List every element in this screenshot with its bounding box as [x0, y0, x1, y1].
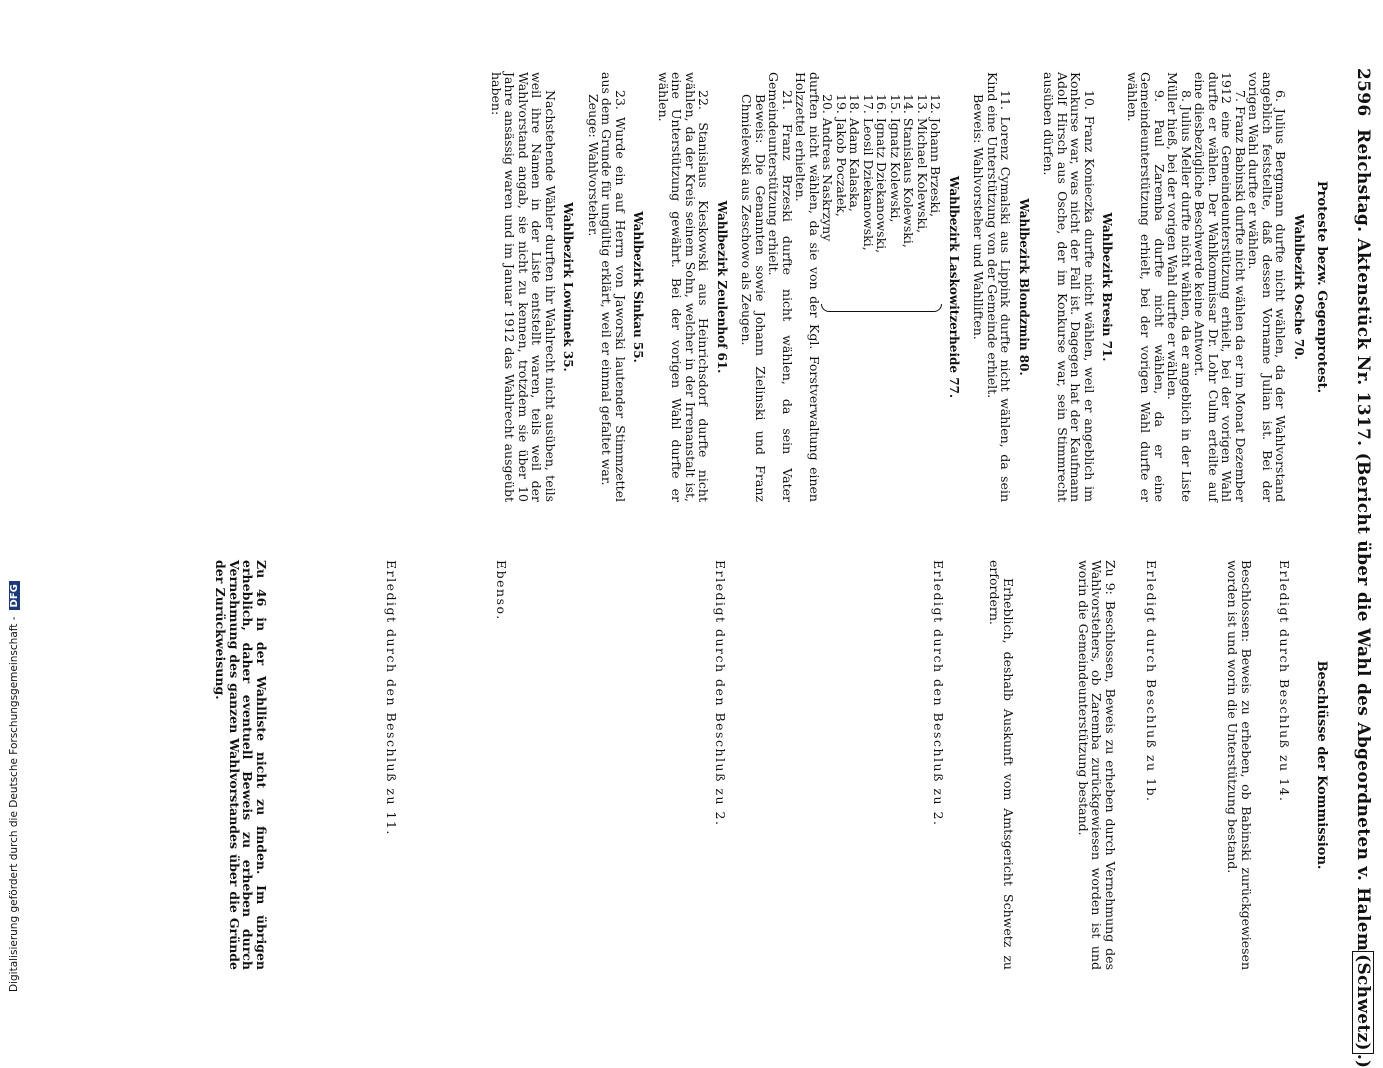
resolution-text: Zu 46 in der Wahlliste nicht zu finden. Im übrigen erheblich, daher eventuell Beweis zu erheben durch Vernehmung des ganzen Wahlvorstandes über die Gründe der Zurückweisung.: [213, 560, 269, 970]
header-title: Reichstag. Aktenstück Nr. 1317. (Bericht über die Wahl des Abgeordneten v. Halem: [1353, 128, 1373, 952]
protest-paragraph: 6. Julius Bergmann durfte nicht wählen, da der Wahlvorstand angeblich feststellte, daß dessen Vorname Julian ist. Bei der vorigen Wahl durfte er wählen.: [1246, 72, 1289, 502]
left-column-title: Proteste bezw. Gegenprotest.: [1314, 180, 1329, 394]
evidence-line: Zeuge: Wahlvorsteher.: [586, 94, 601, 237]
protest-paragraph: 9. Paul Zaremba durfte nicht wählen, da er eine Gemeindeunterstützung erhielt, bei der vorigen Wahl durfte er wählen.: [1125, 72, 1167, 502]
list-item: 19. Jakob Poczałek,: [834, 94, 849, 217]
page-number: 2596: [1353, 68, 1373, 117]
resolutions-column: [13, 560, 1313, 970]
right-column-title: Beschlüsse der Kommission.: [1314, 660, 1329, 870]
protest-paragraph: 21. Franz Brzeski durfte nicht wählen, da sein Vater Gemeindeunterstützung erhielt.: [766, 72, 795, 502]
header-title-end: .): [1353, 1053, 1373, 1068]
list-item: 20. Andreas Naskrzyny: [820, 94, 836, 242]
resolution-text: Erledigt durch Beschluß zu 14.: [1277, 560, 1292, 803]
resolution-text: Erheblich, deshalb Auskunft vom Amtsgericht Schwetz zu erfordern.: [987, 560, 1016, 970]
section-title: Wahlbezirk Osche 70.: [1292, 214, 1306, 360]
resolution-text: Beschlossen: Beweis zu erheben, ob Babinski zurückgewiesen worden ist und worin die Unterstützung bestand.: [1225, 560, 1254, 970]
evidence-line: Beweis: Wahlvorsteher und Wahlliften.: [971, 94, 987, 340]
list-item: 16. Ignatz Dziekanowski,: [874, 94, 890, 254]
section-title: Wahlbezirk Lowinnek 35.: [561, 202, 576, 372]
protest-paragraph: Nachstehende Wähler durften ihr Wahlrecht nicht ausüben, teils weil ihre Namen in der Liste entstellt waren, teils weil der Wahlvorstand angab, sie nicht zu kennen, trotzdem sie über 10 Jahre ansässig waren und im Januar 1912 das Wahlrecht ausgeübt haben:: [489, 72, 558, 502]
resolution-text: Zu 9: Beschlossen, Beweis zu erheben durch Vernehmung des Wahlvorstehers, ob Zaremba zurückgewiesen worden ist und worin die Gemeindeunterstützung bestand.: [1076, 560, 1118, 970]
protest-paragraph: 22. Stanislaus Kieskowski aus Heinrichsdorf durfte nicht wählen, da der Kreis seinem Sohn, welcher in der Irrenanstalt ist, eine Unterstützung gewährt. Bei der vorigen Wahl durfte er wählen.: [656, 72, 712, 502]
section-title: Wahlbezirk Sinkau 55.: [631, 211, 646, 363]
protest-paragraph: 10. Franz Konieczka durfte nicht wählen, weil er angeblich im Konkurse war, was nicht der Fall ist. Dagegen hat der Kaufmann Adolf Hirsch aus Osche, der im Konkurse war, sein Stimmrecht ausüben dürfen.: [1041, 72, 1097, 502]
protest-paragraph: 11. Lorenz Cymalski aus Lippink durfte nicht wählen, da sein Kind eine Unterstützung von der Gemeinde erhielt.: [985, 72, 1014, 502]
section-title: Wahlbezirk Bresin 71.: [1100, 212, 1115, 362]
list-item: 17. Leosil Dziekanowski,: [861, 94, 876, 251]
protests-column: [490, 72, 1314, 502]
names-list: [821, 72, 943, 312]
evidence-line: Beweis: Die Genannten sowie Johann Zielinski und Franz Chmielewski aus Zeschowo als Zeugen.: [739, 94, 768, 502]
dfg-logo: DFG: [9, 581, 20, 610]
resolution-text: Erledigt durch den Beschluß zu 2.: [713, 560, 728, 827]
section-title: Wahlbezirk Blondzmin 80.: [1017, 198, 1031, 376]
credit-text: Digitalisierung gefördert durch die Deutsche Forschungsgemeinschaft -: [8, 616, 20, 992]
protest-paragraph: 8. Julius Meller durfte nicht wählen, da er angeblich in der Liste Müller hieß, bei der vorigen Wahl durfte er wählen.: [1165, 72, 1194, 502]
section-title: Wahlbezirk Zeulenhof 61.: [715, 200, 729, 374]
bracket-decoration: [821, 304, 943, 312]
protest-paragraph: 23. Wurde ein auf Herrn von Jaworski lautender Stimmzettel aus dem Grunde für ungültig erklärt, weil er einmal gefaltet war.: [599, 72, 628, 502]
resolution-text: Erledigt durch den Beschluß zu 11.: [384, 560, 399, 836]
list-item: 18. Adam Kalaska,: [847, 94, 863, 212]
section-title: Wahlbezirk Laskowitzerheide 77.: [947, 175, 961, 399]
protest-paragraph: durften nicht wählen, da sie von der Kgl. Forstverwaltung einen Holzzettel erhielten.: [793, 72, 822, 502]
list-item: 14. Stanislaus Kolewski,: [901, 94, 917, 248]
page-header: [1353, 68, 1373, 1068]
list-item: 12. Johann Brzeski,: [928, 94, 944, 218]
resolution-text: Ebenso.: [494, 560, 509, 621]
resolution-text: Erledigt durch Beschluß zu 1b.: [1144, 560, 1159, 803]
header-title-boxed: (Schwetz): [1352, 951, 1374, 1054]
resolution-text: Erledigt durch den Beschluß zu 2.: [931, 560, 946, 827]
list-item: 15. Ignatz Kolewski,: [888, 94, 903, 223]
protest-paragraph: 7. Franz Babinski durfte nicht wählen da er im Monat Dezember 1912 eine Gemeindeunterstützung erhielt, bei der vorigen Wahl durfte er wählen. Der Wahlkommissar Dr. Lohr Culm erteilte auf eine diesbezügliche Beschwerde keine Antwort.: [1192, 72, 1248, 502]
list-item: 13. Michael Kolewski,: [915, 94, 930, 234]
